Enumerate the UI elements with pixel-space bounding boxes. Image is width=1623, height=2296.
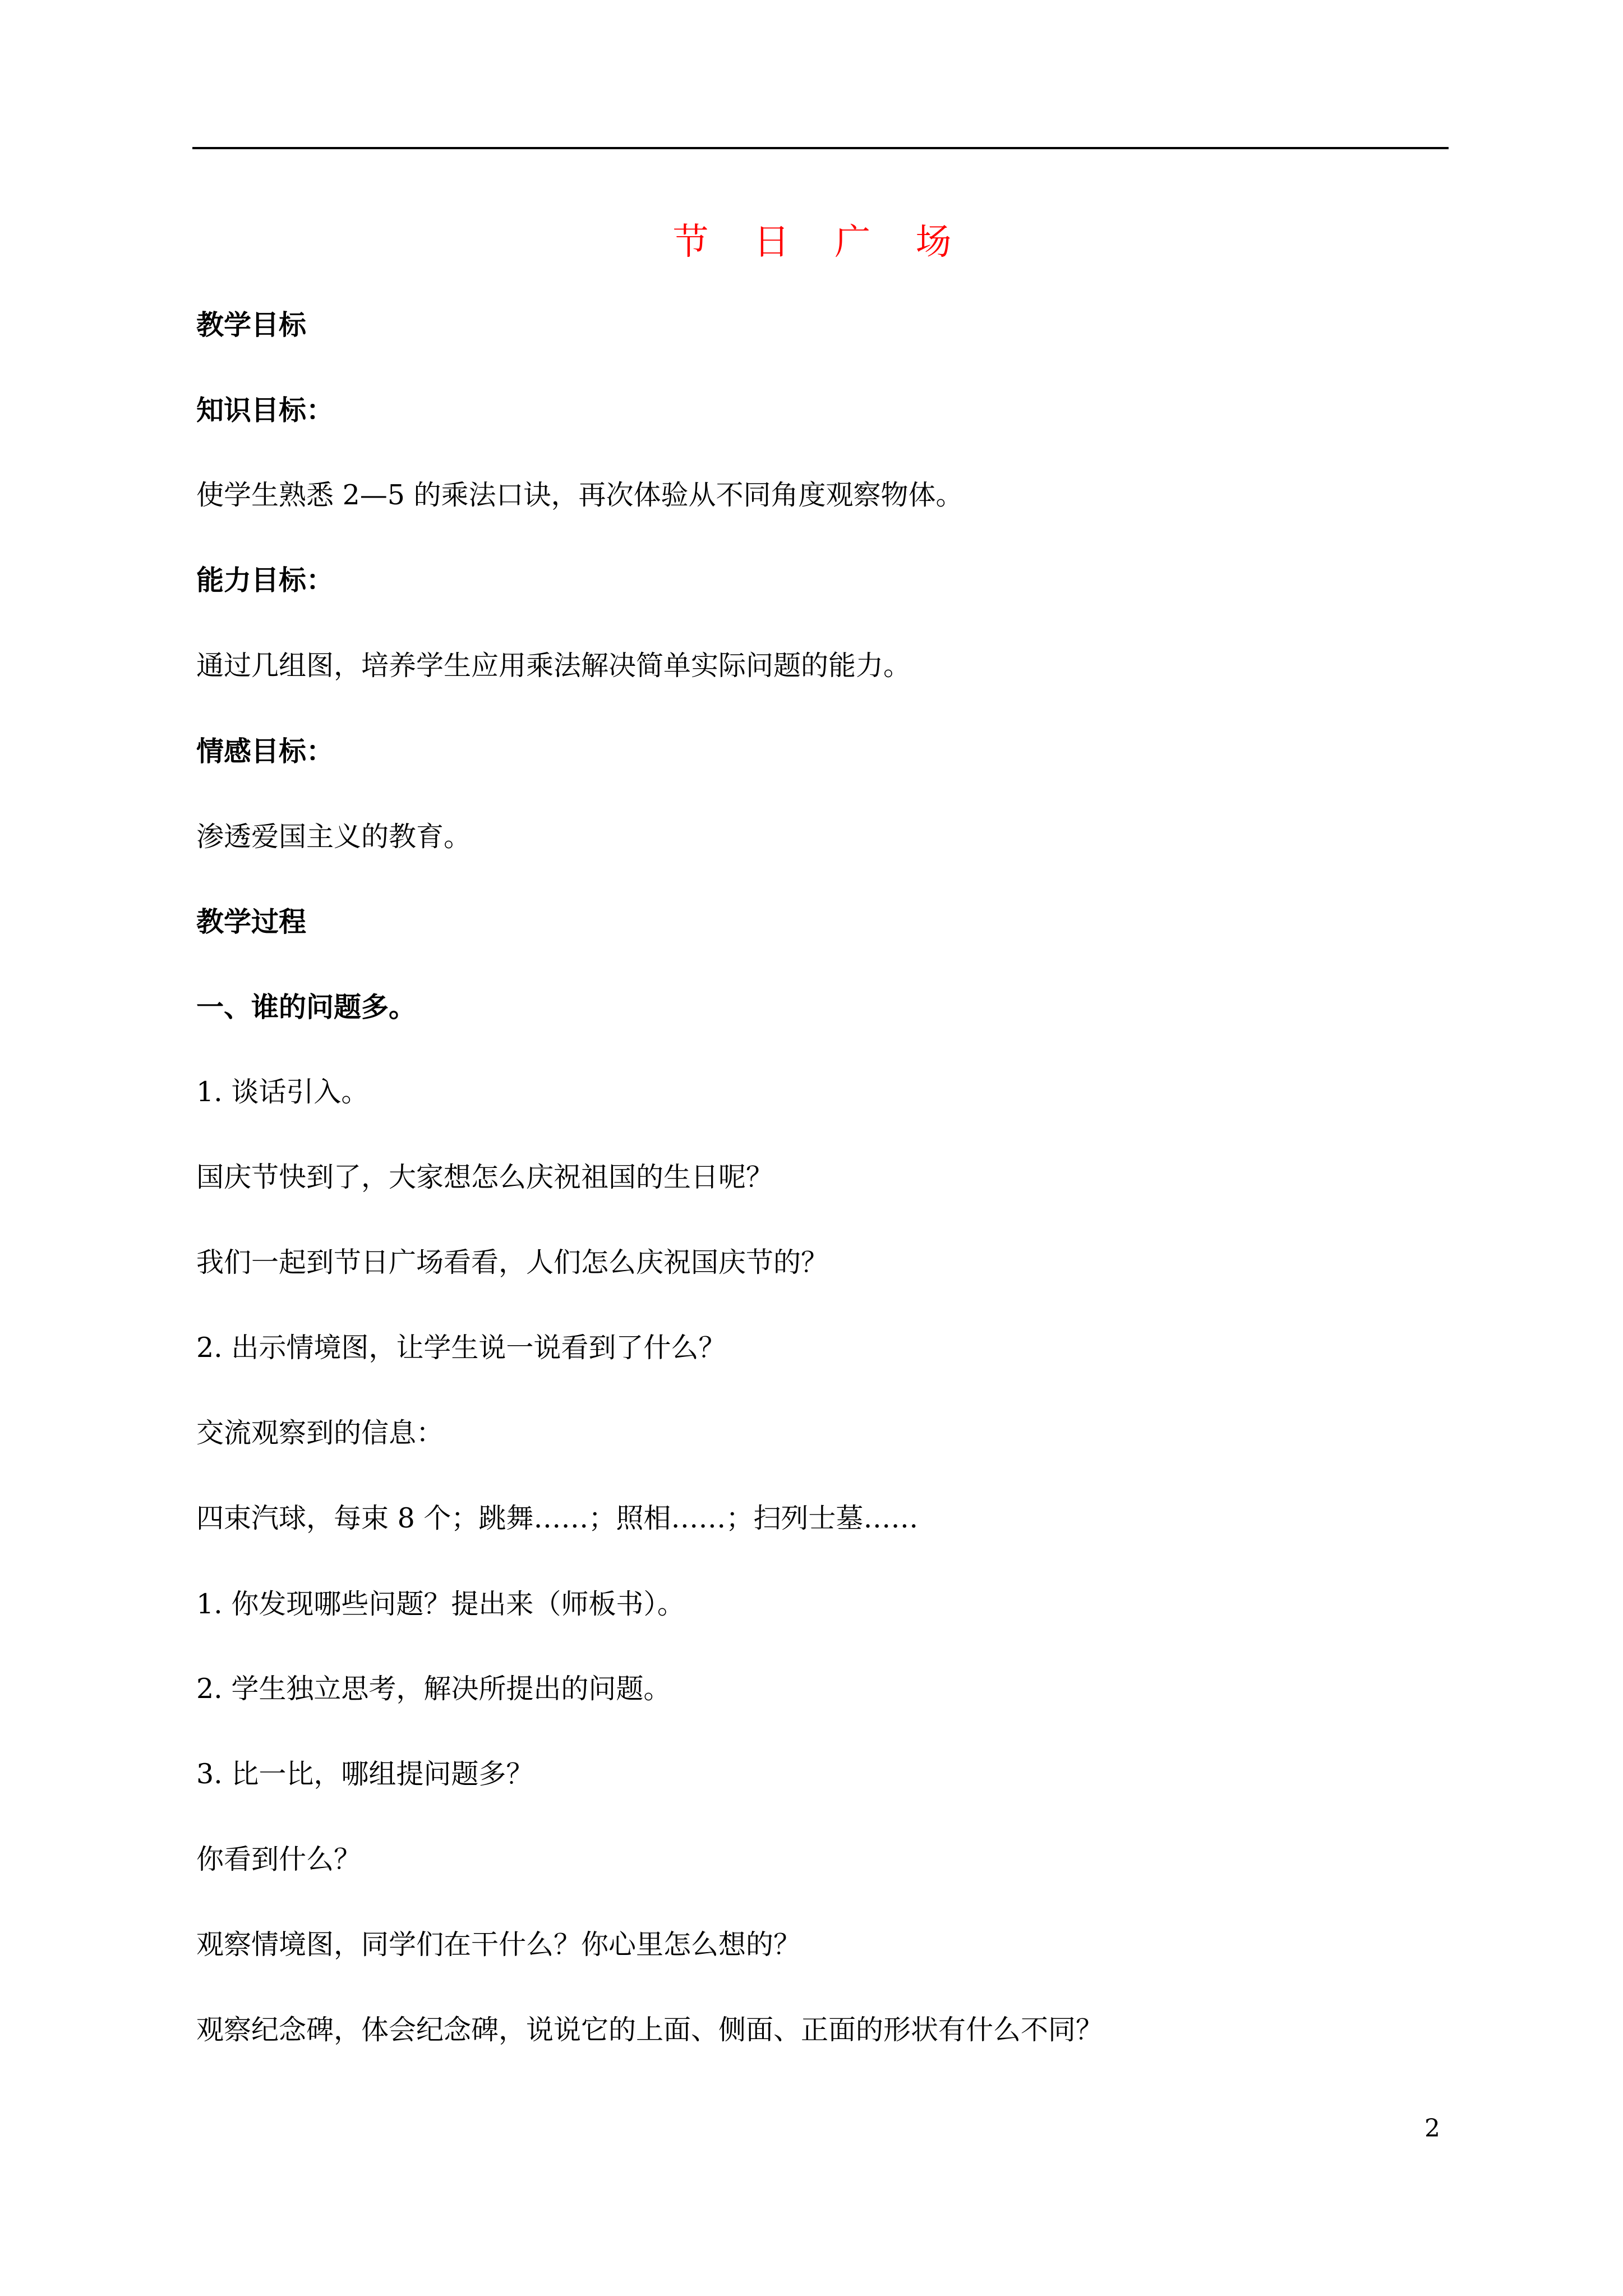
- paragraph: 使学生熟悉 2—5 的乘法口诀，再次体验从不同角度观察物体。: [196, 479, 963, 511]
- header-rule: [192, 147, 1449, 149]
- heading-teaching-objectives: 教学目标: [196, 309, 307, 341]
- paragraph: 交流观察到的信息：: [196, 1417, 444, 1449]
- list-item: 2. 学生独立思考，解决所提出的问题。: [196, 1673, 671, 1705]
- paragraph: 观察纪念碑，体会纪念碑，说说它的上面、侧面、正面的形状有什么不同？: [196, 2014, 1104, 2046]
- paragraph: 观察情境图，同学们在干什么？你心里怎么想的？: [196, 1929, 801, 1961]
- paragraph: 渗透爱国主义的教育。: [196, 821, 472, 853]
- page-number: 2: [1424, 2114, 1440, 2143]
- heading-ability-objectives: 能力目标：: [196, 564, 334, 596]
- paragraph: 通过几组图，培养学生应用乘法解决简单实际问题的能力。: [196, 650, 911, 682]
- list-item: 2. 出示情境图，让学生说一说看到了什么？: [196, 1332, 726, 1364]
- page-title: 节 日 广 场: [672, 222, 969, 263]
- heading-teaching-process: 教学过程: [196, 906, 307, 938]
- paragraph: 国庆节快到了，大家想怎么庆祝祖国的生日呢？: [196, 1161, 774, 1193]
- paragraph: 我们一起到节日广场看看，人们怎么庆祝国庆节的？: [196, 1246, 829, 1278]
- paragraph: 你看到什么？: [196, 1843, 362, 1875]
- heading-knowledge-objectives: 知识目标：: [196, 394, 334, 426]
- list-item: 3. 比一比，哪组提问题多？: [196, 1758, 534, 1790]
- list-item: 1. 你发现哪些问题？提出来（师板书）。: [196, 1588, 685, 1620]
- paragraph: 四束汽球，每束 8 个；跳舞……；照相……；扫列士墓……: [196, 1502, 919, 1534]
- heading-emotion-objectives: 情感目标：: [196, 735, 334, 767]
- heading-section-one: 一、谁的问题多。: [196, 991, 417, 1023]
- list-item: 1. 谈话引入。: [196, 1076, 369, 1108]
